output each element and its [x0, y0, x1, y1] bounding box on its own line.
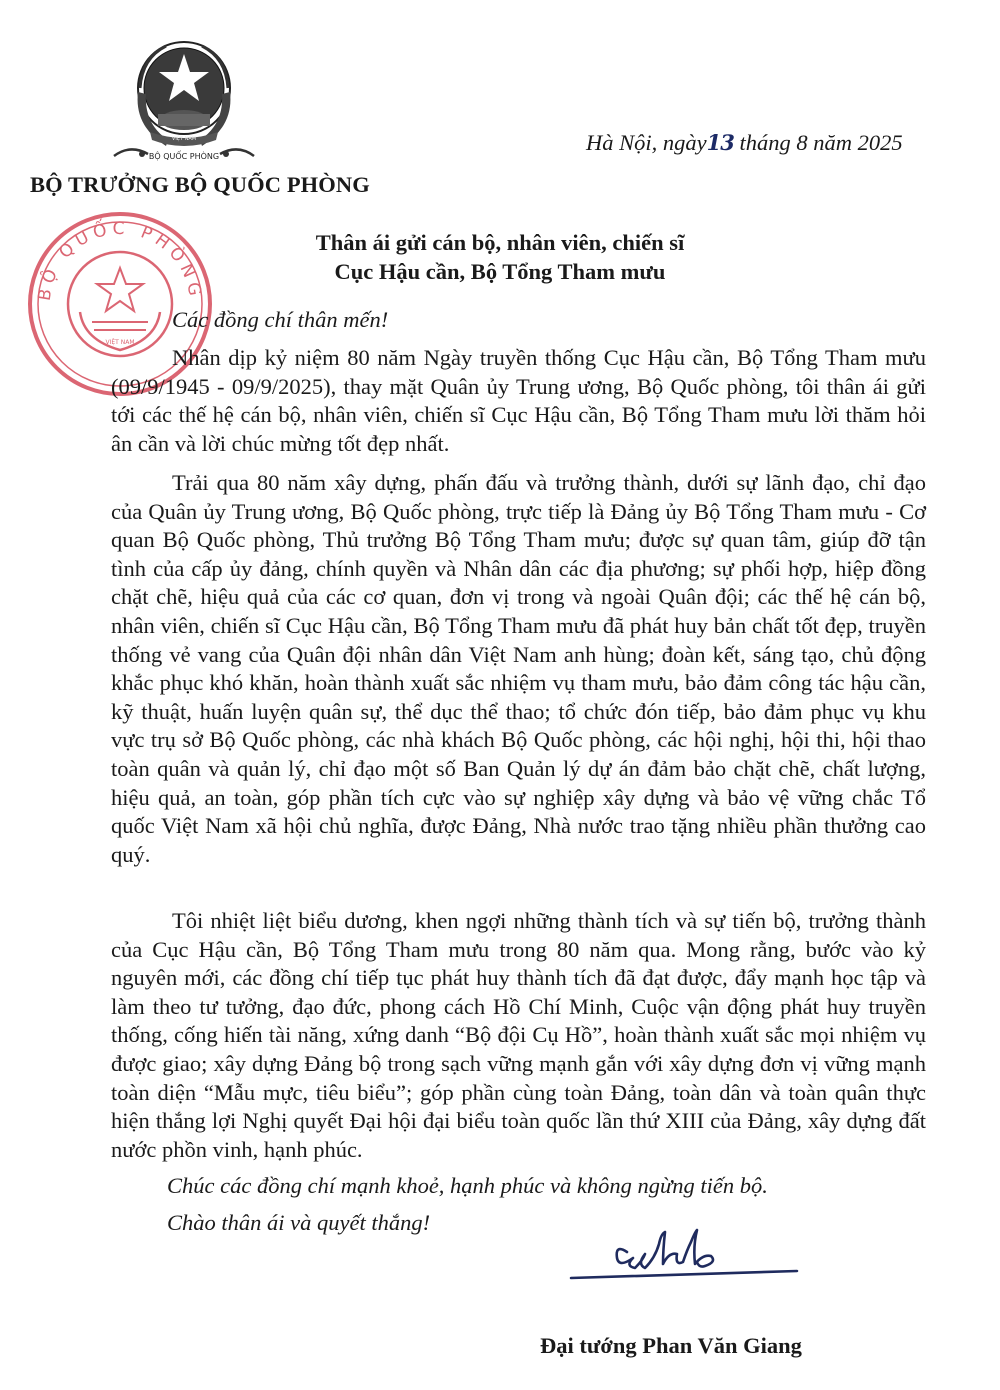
date-line	[586, 130, 903, 156]
closing-wish: Chúc các đồng chí mạnh khoẻ, hạnh phúc và không ngừng tiến bộ.	[167, 1173, 768, 1198]
date-prefix: Hà Nội, ngày	[586, 130, 707, 155]
handwritten-signature	[565, 1224, 805, 1290]
body-paragraph-2: Trải qua 80 năm xây dựng, phấn đấu và trưởng thành, dưới sự lãnh đạo, chỉ đạo của Quân ủy Trung ương, Bộ Quốc phòng, trực tiếp là Đảng ủy Bộ Tổng Tham mưu - Cơ quan Bộ Quốc phòng, Thủ trưởng Bộ Tổng Tham mưu; được sự quan tâm, giúp đỡ tận tình của cấp ủy đảng, chính quyền và Nhân dân các địa phương; sự phối hợp, hiệp đồng chặt chẽ, hiệu quả của các cơ quan, đơn vị trong và ngoài Quân đội; các thế hệ cán bộ, nhân viên, chiến sĩ Cục Hậu cần, Bộ Tổng Tham mưu đã phát huy bản chất tốt đẹp, truyền thống vẻ vang của Quân đội nhân dân Việt Nam anh hùng; đoàn kết, sáng tạo, chủ động khắc phục khó khăn, hoàn thành xuất sắc nhiệm vụ tham mưu, bảo đảm công tác hậu cần, kỹ thuật, huấn luyện quân sự, thể dục thể thao; tổ chức đón tiếp, bảo đảm phục vụ khu vực trụ sở Bộ Quốc phòng, các nhà khách Bộ Quốc phòng, các hội nghị, hội thi, hội thao toàn quân và quản lý, chỉ đạo một số Ban Quản lý dự án đảm bảo chặt chẽ, chất lượng, hiệu quả, an toàn, góp phần tích cực vào sự nghiệp xây dựng và bảo vệ vững chắc Tổ quốc Việt Nam xã hội chủ nghĩa, được Đảng, Nhà nước trao tặng nhiều phần thưởng cao quý.	[111, 470, 926, 867]
seal-text: BỘ QUỐC PHÒNG	[34, 218, 206, 303]
recipient-line-1: Thân ái gửi cán bộ, nhân viên, chiến sĩ	[315, 230, 685, 255]
emblem-banner-text: VIỆT NAM	[171, 136, 197, 142]
recipient-line-2: Cục Hậu cần, Bộ Tổng Tham mưu	[334, 259, 666, 284]
body-paragraph-1: Nhân dịp kỷ niệm 80 năm Ngày truyền thống Cục Hậu cần, Bộ Tổng Tham mưu (09/9/1945 - 09/9/2025), thay mặt Quân ủy Trung ương, Bộ Quốc phòng, tôi thân ái gửi tới các thế hệ cán bộ, nhân viên, chiến sĩ Cục Hậu cần, Bộ Tổng Tham mưu lời thăm hỏi ân cần và lời chúc mừng tốt đẹp nhất.	[111, 345, 926, 456]
body-paragraph-3: Tôi nhiệt liệt biểu dương, khen ngợi những thành tích và sự tiến bộ, trưởng thành của Cục Hậu cần, Bộ Tổng Tham mưu trong 80 năm qua. Mong rằng, bước vào kỷ nguyên mới, các đồng chí tiếp tục phát huy thành tích đã đạt được, đẩy mạnh học tập và làm theo tư tưởng, đạo đức, phong cách Hồ Chí Minh, Cuộc vận động phát huy truyền thống, cống hiến tài năng, xứng danh “Bộ đội Cụ Hồ”, hoàn thành xuất sắc mọi nhiệm vụ được giao; xây dựng Đảng bộ trong sạch vững mạnh gắn với xây dựng đơn vị vững mạnh toàn diện “Mẫu mực, tiêu biểu”; góp phần cùng toàn Đảng, toàn dân và toàn quân thực hiện thắng lợi Nghị quyết Đại hội đại biểu toàn quốc lần thứ XIII của Đảng, xây dựng đất nước phồn vinh, hạnh phúc.	[111, 908, 926, 1162]
greeting: Các đồng chí thân mến!	[172, 307, 389, 332]
signer-name: Đại tướng Phan Văn Giang	[540, 1333, 802, 1358]
national-emblem	[108, 28, 260, 176]
date-suffix: tháng 8 năm 2025	[733, 130, 903, 155]
closing-salutation: Chào thân ái và quyết thắng!	[167, 1210, 431, 1235]
seal-banner-text: VIỆT NAM	[105, 339, 135, 346]
sender-title: BỘ TRƯỞNG BỘ QUỐC PHÒNG	[30, 172, 370, 197]
date-day-handwritten: 13	[706, 130, 734, 155]
emblem-caption-text: BỘ QUỐC PHÒNG	[148, 152, 220, 161]
